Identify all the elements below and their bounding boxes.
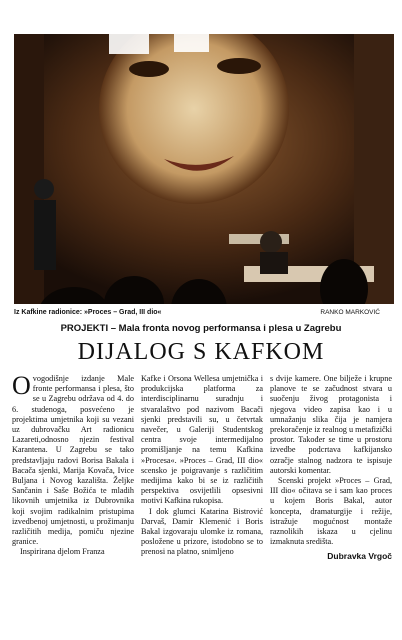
stage-photo-image — [14, 34, 394, 304]
paragraph: Inspirirana djelom Franza — [20, 547, 105, 557]
author-byline: Dubravka Vrgoč — [327, 551, 392, 562]
column-3 — [270, 374, 392, 562]
article-kicker: PROJEKTI – Mala fronta novog performansa i plesa u Zagrebu — [60, 323, 342, 334]
paragraph-text: vogodišnje izdanje Male fronte performansa i plesa, što se u Zagrebu održava od 4. do 6. studenoga, posvećeno je projektima umjetnika koji su vezani uz dubrovačku Art radionicu Lazareti,odnosno njezin festival Karantena. U Zagrebu se tako predstavljaju radovi Borisa Bakala i Bacača sjenki, Marija Kovača, Ivice Buljana i Novog kazališta. Željke Sančanin i Saše Božića te mladih likovnih umjetnika iz Dubrovnika koji svojim radikalnim pristupima izvedbenoj umjetnosti, u prožimanju različitih medija, pomiču njezine granice. — [12, 374, 134, 547]
paragraph — [12, 371, 134, 547]
article-title: DIJALOG S KAFKOM — [77, 339, 325, 365]
article-photo — [14, 34, 394, 304]
photo-caption: Iz Kafkine radionice: »Proces – Grad, III dio« — [14, 309, 162, 316]
paragraph: I dok glumci Katarina Bistrović Darvaš, Damir Klemenić i Boris Bakal izgovaraju ulomke iz romana, posložene u prizore, istodobno se to prenosi na platno, snimljeno — [141, 506, 263, 557]
paragraph: Kafke i Orsona Wellesa umjetnička i produkcijska platforma za interdisciplinarnu suradnju i stvaralaštvo pod nazivom Bacači sjenki predstavili su, u četvrtak navečer, u Galeriji Studentskog centra svoje intermedijalno promišljanje na temu Kafkina »Procesa«. »Proces – Grad, III dio« scensko je poigravanje s različitim medijima kako bi se iz različitih perspektiva osvijetlili opsesivni motivi Kafkina rukopisa. — [141, 374, 263, 506]
column-1 — [12, 371, 134, 562]
paragraph: Scenski projekt »Proces – Grad, III dio« očitava se i sam kao proces u kojem Boris Bakal, autor koncepta, dramaturgije i režije, istražuje mogućnost montaže raznolikih iskaza u cjelinu izmaknuta središta. — [270, 476, 392, 547]
column-2 — [141, 374, 263, 562]
paragraph: s dvije kamere. One bilježe i krupne planove te se začudnost stvara u suočenju živog protagonista i njegova video zapisa kao i u umnažanju slika čija je namjera prekoračenje iz realnog u metafizički prostor. Također se time u prostoru izvedbe podcrtava kafkijansko ozračje stalnog nadzora te ispisuje autorski komentar. — [270, 374, 392, 475]
dropcap: O — [12, 371, 31, 400]
photo-credit: RANKO MARKOVIĆ — [320, 309, 380, 316]
article-body — [12, 371, 392, 562]
